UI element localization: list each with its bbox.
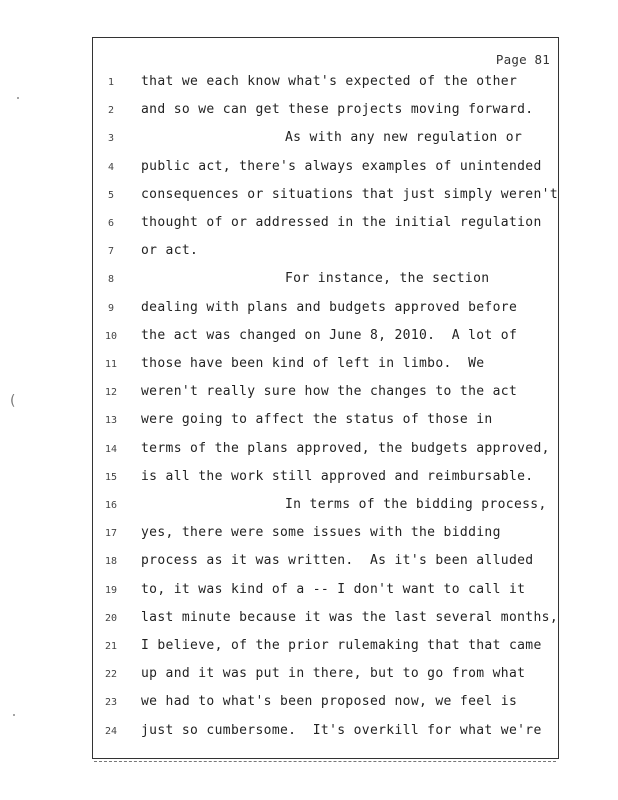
line-number: 3 (107, 133, 115, 145)
line-text: thought of or addressed in the initial regulation (141, 215, 542, 230)
transcript-line (93, 610, 558, 638)
line-number: 1 (107, 77, 115, 88)
transcript-line (93, 412, 558, 440)
line-text: we had to what's been proposed now, we feel is (141, 694, 518, 710)
line-text: public act, there's always examples of unintended (141, 158, 542, 174)
line-number: 6 (107, 218, 115, 229)
line-text: For instance, the section (285, 271, 490, 287)
line-text: that we each know what's expected of the other (141, 74, 518, 89)
line-number: 22 (104, 669, 118, 681)
transcript-line (93, 525, 558, 553)
line-text: process as it was written. As it's been alluded (141, 553, 534, 569)
transcript-line (93, 441, 558, 469)
transcript-line (93, 469, 558, 497)
transcript-line (93, 638, 558, 666)
line-text: dealing with plans and budgets approved before (141, 299, 518, 315)
transcript-line (93, 130, 558, 158)
transcript-line (93, 384, 558, 412)
transcript-line (93, 553, 558, 581)
line-number: 14 (104, 443, 118, 455)
line-number: 2 (107, 105, 115, 117)
line-number: 12 (104, 387, 118, 399)
transcript-line (93, 694, 558, 722)
line-number: 18 (104, 556, 118, 568)
line-text: or act. (141, 243, 199, 259)
transcript-line (93, 497, 558, 525)
bottom-divider (94, 761, 556, 762)
line-text: As with any new regulation or (285, 130, 523, 146)
transcript-line (93, 159, 558, 187)
line-number: 5 (107, 189, 115, 201)
line-number: 7 (107, 246, 115, 258)
transcript-line (93, 356, 558, 384)
line-text: yes, there were some issues with the bidding (141, 525, 501, 541)
transcript-page (92, 37, 559, 759)
line-text: I believe, of the prior rulemaking that that came (141, 638, 542, 653)
line-text: and so we can get these projects moving forward. (141, 102, 534, 118)
line-number: 24 (104, 725, 118, 737)
line-number: 17 (104, 528, 118, 540)
margin-speck (17, 97, 19, 99)
line-text: to, it was kind of a -- I don't want to call it (141, 581, 526, 597)
line-number: 21 (104, 641, 118, 652)
transcript-line (93, 666, 558, 694)
line-number: 23 (104, 697, 118, 709)
line-text: the act was changed on June 8, 2010. A lot of (141, 327, 518, 343)
margin-speck (13, 714, 15, 716)
transcript-line (93, 723, 558, 751)
line-number: 8 (107, 274, 115, 286)
page-number: Page 81 (495, 52, 550, 67)
line-text: is all the work still approved and reimbursable. (141, 468, 534, 484)
transcript-line (93, 300, 558, 328)
line-number: 16 (104, 500, 118, 511)
transcript-line (93, 328, 558, 356)
line-number: 20 (104, 612, 118, 624)
margin-scribble-mark: ( (10, 393, 16, 409)
line-text: weren't really sure how the changes to the act (141, 384, 518, 400)
line-number: 10 (104, 330, 118, 342)
transcript-line (93, 582, 558, 610)
line-text: In terms of the bidding process, (285, 497, 547, 512)
line-text: were going to affect the status of those in (141, 412, 493, 428)
transcript-line (93, 271, 558, 299)
transcript-line (93, 187, 558, 215)
line-text: just so cumbersome. It's overkill for what we're (141, 722, 542, 738)
line-number: 13 (104, 415, 118, 427)
line-number: 4 (107, 161, 115, 173)
line-number: 11 (104, 359, 118, 370)
line-number: 9 (107, 302, 115, 314)
transcript-line (93, 102, 558, 130)
line-number: 19 (104, 584, 118, 596)
transcript-line (93, 243, 558, 271)
transcript-line (93, 215, 558, 243)
line-text: terms of the plans approved, the budgets approved, (141, 440, 550, 456)
line-text: consequences or situations that just simply weren't (141, 186, 559, 202)
transcript-line (93, 74, 558, 102)
line-text: those have been kind of left in limbo. We (141, 356, 485, 371)
line-number: 15 (104, 471, 118, 483)
line-text: up and it was put in there, but to go from what (141, 666, 526, 682)
line-text: last minute because it was the last several months, (141, 609, 559, 625)
